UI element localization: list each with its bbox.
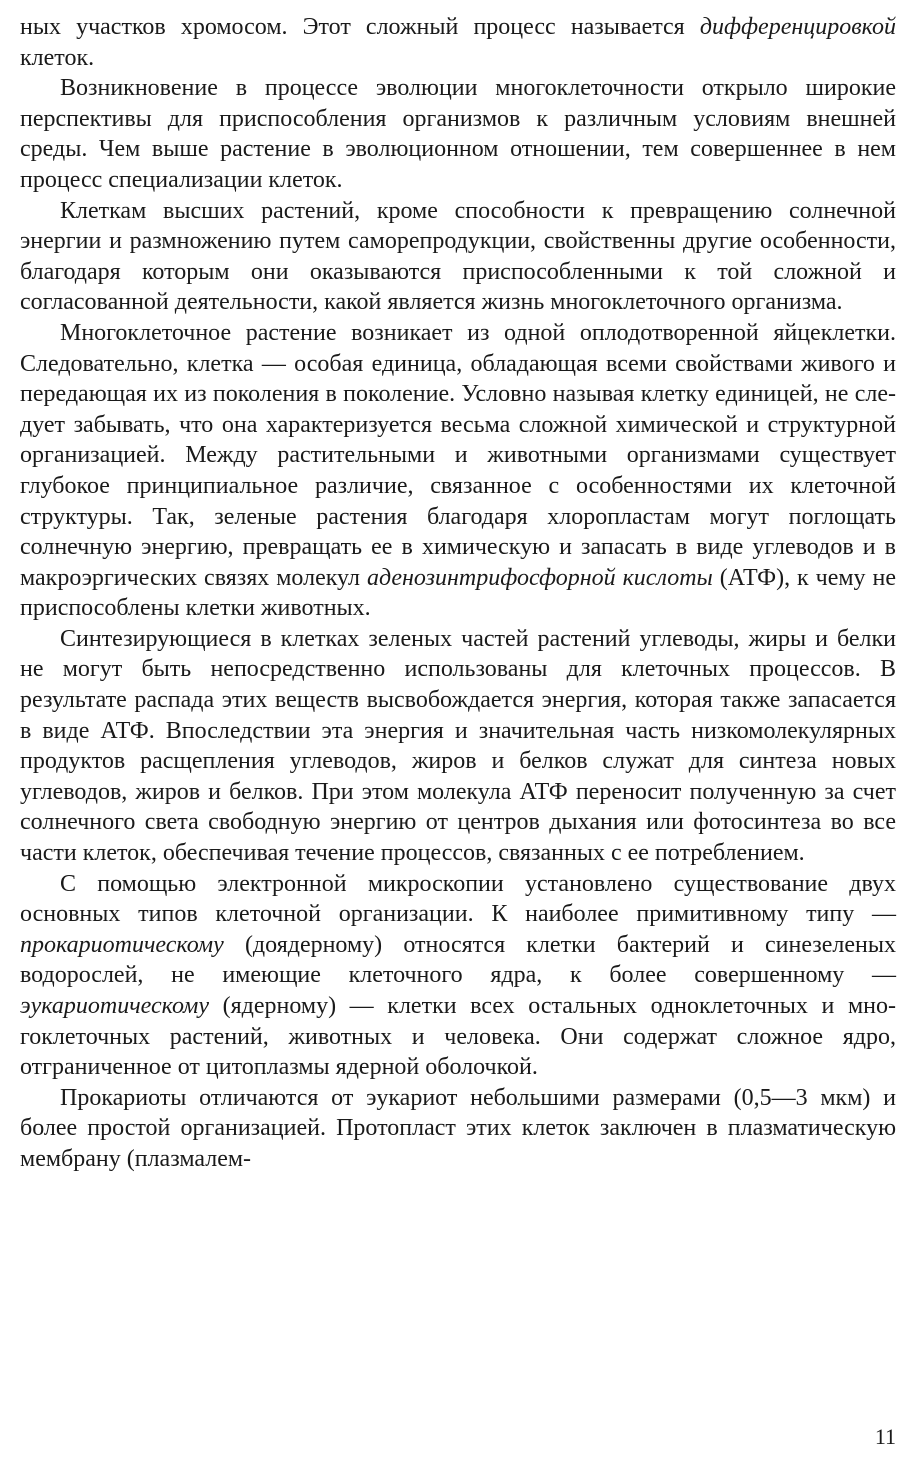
paragraph-6 [20, 869, 896, 1083]
paragraph-4 [20, 318, 896, 624]
italic-term-atp: аденозинтрифосфорной кислоты [366, 564, 713, 591]
text-segment: Синтезирующиеся в клетках зеленых частей растений углеводы, жиры и белки не могут быть непосредственно использованы для клеточных процессов. В результате распада этих веществ высвобождается энергия, которая также запасается в виде АТФ. Впоследствии эта энергия и значительная часть низкомолекулярных продуктов расщепления углеводов, жиров и белков служат для синтеза новых углеводов, жиров и белков. При этом молекула АТФ переносит полученную за счет солнечного света свободную энергию от центров дыхания или фотосинтеза во все части клеток, обеспечивая течение процессов, связанных с ее потреблением. [20, 625, 896, 867]
text-segment: (АТФ), к чему не приспособлены клетки животных. [20, 564, 897, 622]
italic-term-differentiation: дифференцировкой [699, 14, 896, 40]
text-segment: Прокариоты отличаются от эукариот небольшими размерами (0,5—3 мкм) и более простой организацией. Протопласт этих клеток заключен в плазматическую мембрану (плазмалем- [20, 1084, 896, 1172]
text-segment: клеток. [20, 44, 95, 71]
italic-term-prokaryotic: прокариотическому [20, 931, 224, 958]
paragraph-7 [20, 1083, 896, 1175]
text-segment: Возникновение в процессе эволюции многоклеточности открыло широкие перспективы для приспособления организмов к различным условиям внешней среды. Чем выше растение в эволюционном отношении, тем совершеннее в нем процесс специализации клеток. [20, 75, 896, 193]
page-number: 11 [874, 1424, 896, 1449]
text-segment: Клеткам высших растений, кроме способности к превращению солнечной энергии и размножению путем саморепродукции, свойственны другие особенности, благодаря которым они оказываются приспособленными к той сложной и согласованной деятельности, какой является жизнь многоклеточного организма. [20, 197, 896, 316]
paragraph-1 [20, 12, 896, 73]
text-segment: (ядерному) — клетки всех остальных одноклеточных и многоклеточных растений, животных и человека. Они содержат сложное ядро, отграниченное от цитоплазмы ядерной оболочкой. [20, 993, 896, 1081]
text-segment: С помощью электронной микроскопии установлено существование двух основных типов клеточной организации. К наиболее примитивному типу — [20, 870, 896, 928]
paragraph-2 [20, 73, 896, 195]
text-segment: (доядерному) относятся клетки бактерий и синезеленых водорослей, не имеющие клеточного ядра, к более совершенному — [20, 931, 896, 989]
paragraph-3 [20, 196, 896, 318]
paragraph-5 [20, 624, 896, 869]
italic-term-eukaryotic: эукариотическому [20, 993, 209, 1019]
text-segment: ных участков хромосом. Этот сложный процесс называется [20, 14, 700, 40]
text-segment: Многоклеточное растение возникает из одной оплодотворенной яйцеклетки. Следовательно, клетка — особая единица, обладающая всеми свойствами живого и передающая их из поколения в поколение. Условно называя клетку единицей, не следует забывать, что она характеризуется весьма сложной химической и структурной организацией. Между растительными и животными организмами существует глубокое принципиальное различие, связанное с особенностями их клеточной структуры. Так, зеленые растения благодаря хлоропластам могут поглощать солнечную энергию, превращать ее в химическую и запасать в виде углеводов и в макроэргических связях молекул [20, 319, 896, 591]
page-body [20, 12, 896, 1175]
